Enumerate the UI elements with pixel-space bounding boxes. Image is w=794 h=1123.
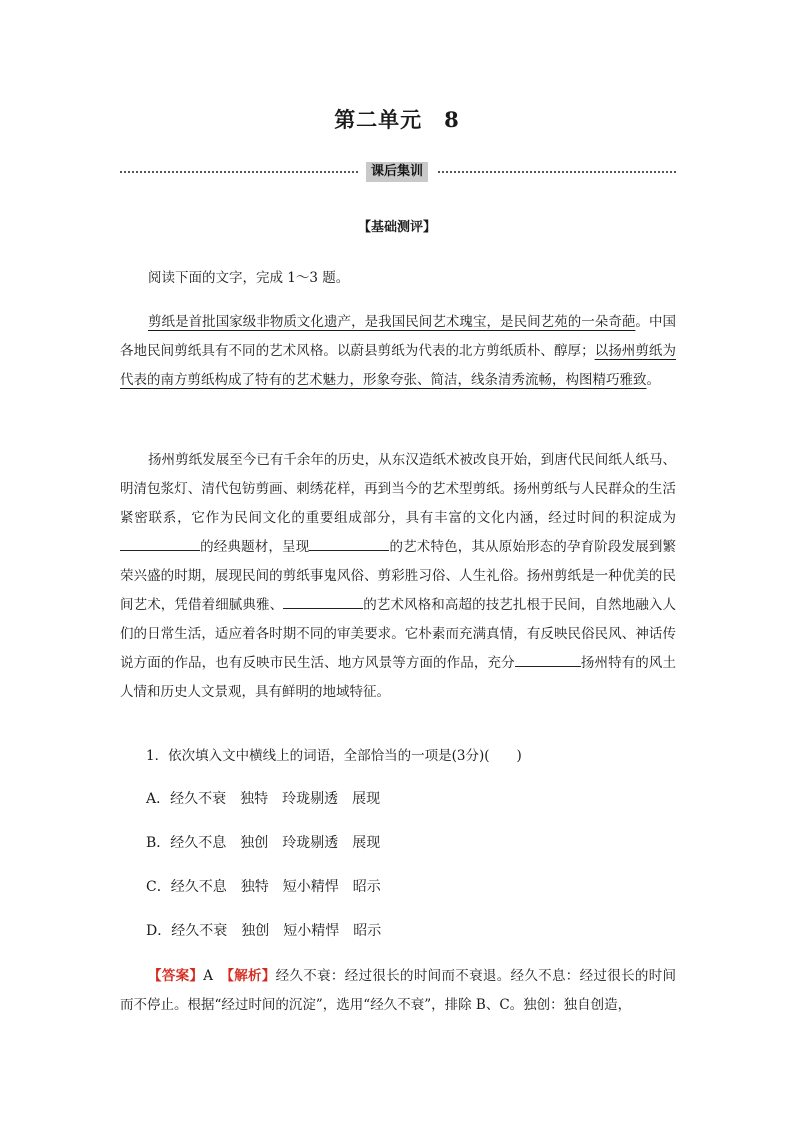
- reading-instruction: [120, 264, 676, 293]
- option-word: 展现: [352, 835, 381, 851]
- passage-text: 的经典题材，呈现: [200, 539, 310, 555]
- dotted-rule-left: [120, 171, 358, 173]
- answer-tag: 【答案】: [148, 968, 204, 984]
- option-word: 经久不息: [170, 835, 227, 851]
- passage-text: 的艺术特色，其从原始形态的孕育阶段发展到繁荣兴盛的时期，展现民间的剪纸事鬼风俗、剪彩胜习俗、人生礼俗。扬州剪纸是一种优美的民间艺术，凭借着细腻典雅、: [120, 539, 677, 613]
- option-label: C．: [146, 879, 171, 895]
- fill-blank-3: [283, 594, 363, 609]
- passage-paragraph-2: [120, 446, 676, 707]
- option-word: 短小精悍: [283, 923, 340, 939]
- option-label: A．: [146, 791, 171, 807]
- page-title: 第二单元 8: [334, 107, 460, 132]
- option-word: 独特: [240, 879, 269, 895]
- answer-value: A: [203, 968, 228, 984]
- option-word: 玲珑剔透: [282, 835, 339, 851]
- option-word: 玲珑剔透: [282, 791, 339, 807]
- option-word: 昭示: [353, 923, 382, 939]
- passage-text: 。: [646, 372, 660, 388]
- option-label: D．: [146, 923, 172, 939]
- option-word: 经久不衰: [171, 923, 228, 939]
- passage-paragraph-1: [120, 308, 676, 395]
- fill-blank-4: [515, 652, 581, 667]
- analysis-text: 经久不衰：经过很长的时间而不衰退。经久不息：经过很长的时间而不停止。根据“经过时间的沉淀”，选用“经久不衰”，排除 B、C。独创：独自创造，: [120, 968, 677, 1013]
- underlined-sentence-1: 剪纸是首批国家级非物质文化遗产，是我国民间艺术瑰宝，是民间艺苑的一朵奇葩: [148, 314, 636, 330]
- passage-text: 的艺术风格和高超的技艺扎根于民间，自然地融入人们的日常生活，适应着各时期不同的审美要求。它朴素而充满真情，有反映民俗民风、神话传说方面的作品，也有反映市民生活、地方风景等方面的作品，充分: [120, 597, 677, 671]
- fill-blank-1: [120, 536, 200, 551]
- question-stem: 1．依次填入文中横线上的词语，全部恰当的一项是(3分)( ): [146, 748, 522, 764]
- answer-block: [120, 962, 676, 1020]
- option-d: [146, 920, 395, 942]
- option-word: 短小精悍: [282, 879, 339, 895]
- option-a: [146, 788, 394, 810]
- option-word: 独特: [240, 791, 269, 807]
- option-word: 展现: [352, 791, 381, 807]
- option-c: [146, 876, 395, 898]
- section-tag: 课后集训: [366, 162, 428, 182]
- option-word: 经久不衰: [170, 791, 227, 807]
- option-word: 经久不息: [170, 879, 227, 895]
- option-label: B．: [146, 835, 171, 851]
- fill-blank-2: [309, 536, 389, 551]
- analysis-tag: 【解析】: [227, 968, 276, 984]
- passage-text: 扬州特有的风土人情和历史人文景观，具有鲜明的地域特征。: [120, 655, 677, 700]
- section-divider: [120, 162, 676, 182]
- section-heading: 【基础测评】: [357, 220, 436, 235]
- option-b: [146, 832, 394, 854]
- option-word: 独创: [241, 923, 270, 939]
- option-word: 独创: [240, 835, 269, 851]
- option-word: 昭示: [352, 879, 381, 895]
- passage-text: 。中国各地民间剪纸具有不同的艺术风格。以蔚县剪纸为代表的北方剪纸质朴、醇厚；: [120, 314, 677, 359]
- passage-text: 扬州剪纸发展至今已有千余年的历史，从东汉造纸术被改良开始，到唐代民间纸人纸马、明清包浆灯、清代包钫剪画、刺绣花样，再到当今的艺术型剪纸。扬州剪纸与人民群众的生活紧密联系，它作为民间文化的重要组成部分，具有丰富的文化内涵，经过时间的积淀成为: [120, 452, 676, 526]
- instruction-text: 阅读下面的文字，完成 1～3 题。: [148, 270, 350, 286]
- dotted-rule-right: [438, 171, 676, 173]
- underlined-sentence-2: 以扬州剪纸为代表的南方剪纸构成了特有的艺术魅力，形象夸张、简洁，线条清秀流畅，构图精巧雅致: [120, 343, 676, 388]
